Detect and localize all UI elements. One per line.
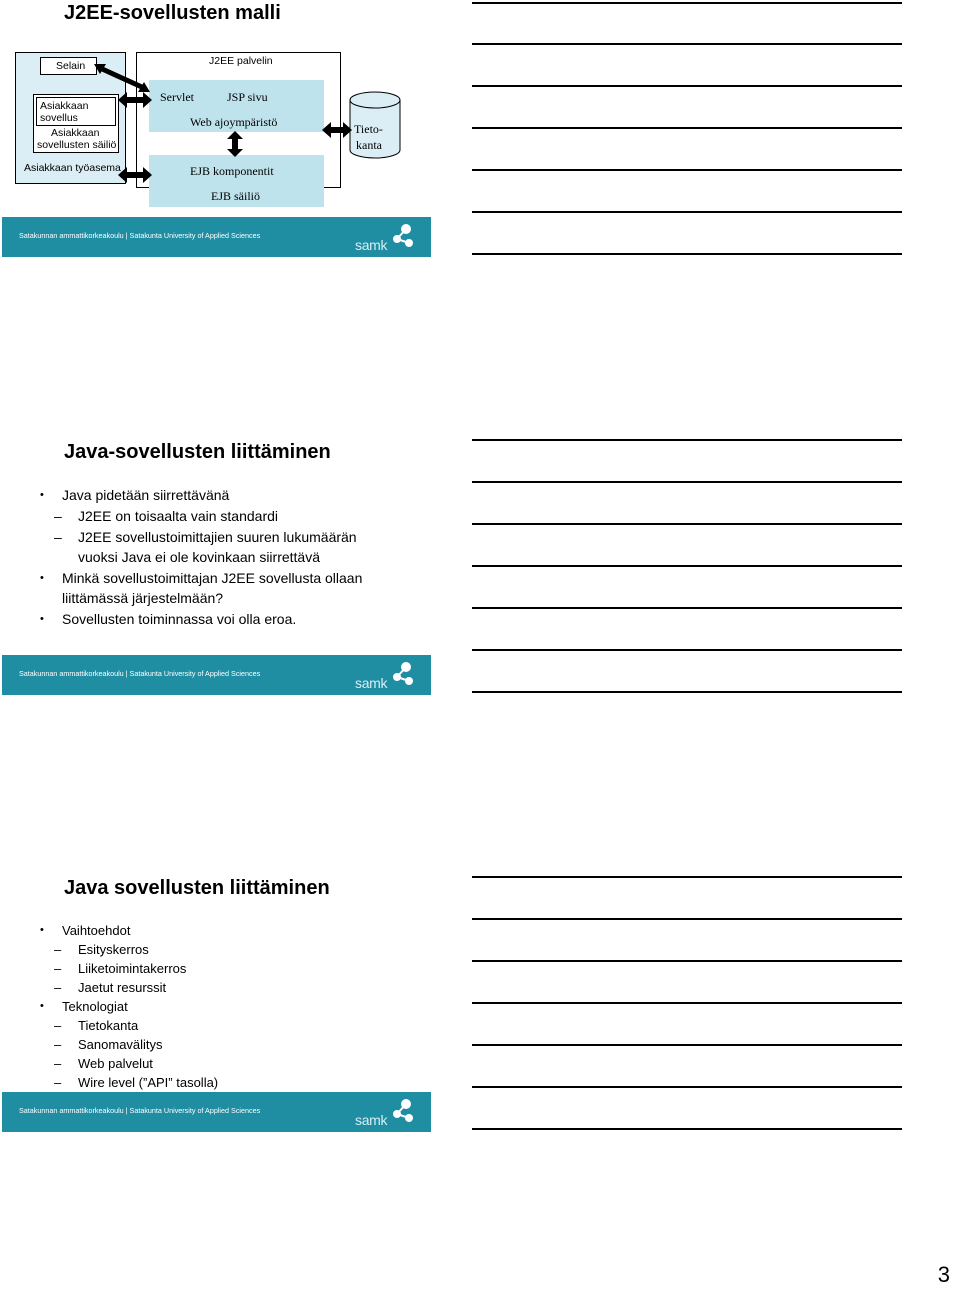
bullet-item: • Minkä sovellustoimittajan J2EE sovellusta ollaan liittämässä järjestelmään?: [40, 568, 400, 608]
bullet-item: • Sovellusten toiminnassa voi olla eroa.: [40, 609, 400, 629]
arrow-client-to-web-icon: [118, 90, 152, 110]
arrow-server-to-db-icon: [322, 120, 352, 140]
bullet-list: [40, 921, 400, 1092]
bullet-subitem: – Sanomavälitys: [40, 1035, 400, 1054]
bullet-subitem: – Jaetut resurssit: [40, 978, 400, 997]
note-line: [472, 253, 902, 255]
bullet-subitem: – Tietokanta: [40, 1016, 400, 1035]
note-line: [472, 691, 902, 693]
samk-logo: [355, 661, 415, 691]
bullet-subitem: – Esityskerros: [40, 940, 400, 959]
footer-text: Satakunnan ammattikorkeakoulu | Satakunta University of Applied Sciences: [19, 669, 261, 678]
client-app-line1: Asiakkaan: [40, 100, 89, 112]
slide-title: Java sovellusten liittäminen: [64, 877, 330, 899]
slide-2: [0, 437, 432, 697]
bullet-subitem: – Web palvelut: [40, 1054, 400, 1073]
slide-footer: [2, 217, 431, 257]
note-line: [472, 607, 902, 609]
jsp-label: JSP sivu: [227, 90, 268, 104]
client-app-line2: sovellus: [40, 112, 78, 124]
samk-logo: [355, 1098, 415, 1128]
slide-footer: [2, 655, 431, 695]
bullet-subitem: – J2EE sovellustoimittajien suuren lukumäärän vuoksi Java ei ole kovinkaan siirrettävä: [40, 527, 400, 567]
client-workstation-label: Asiakkaan työasema: [24, 162, 121, 174]
ejb-container-label: EJB säiliö: [211, 189, 261, 203]
note-line: [472, 43, 902, 45]
note-line: [472, 1044, 902, 1046]
client-app-box: [36, 97, 116, 126]
selain-box: [40, 57, 97, 75]
slide-title: Java-sovellusten liittäminen: [64, 441, 331, 463]
j2ee-server-label: J2EE palvelin: [209, 55, 273, 67]
note-line: [472, 523, 902, 525]
note-line: [472, 2, 902, 4]
samk-logo-icon: [391, 223, 415, 249]
bullet-subitem: – J2EE on toisaalta vain standardi: [40, 506, 400, 526]
slide-footer: [2, 1092, 431, 1132]
bullet-item: • Teknologiat: [40, 997, 400, 1016]
samk-logo-icon: [391, 661, 415, 687]
samk-logo-text: samk: [355, 237, 388, 253]
note-line: [472, 960, 902, 962]
web-container-label: Web ajoympäristö: [190, 115, 278, 129]
note-line: [472, 481, 902, 483]
samk-logo-text: samk: [355, 1112, 388, 1128]
client-container-line1: Asiakkaan: [51, 127, 100, 139]
selain-label: Selain: [56, 60, 86, 72]
note-line: [472, 918, 902, 920]
arrow-web-to-ejb-icon: [225, 131, 245, 157]
note-line: [472, 169, 902, 171]
arrow-client-to-ejb-icon: [118, 165, 152, 185]
footer-text: Satakunnan ammattikorkeakoulu | Satakunta University of Applied Sciences: [19, 1106, 261, 1115]
slide-1: [0, 0, 432, 260]
note-line: [472, 211, 902, 213]
servlet-label: Servlet: [160, 90, 194, 104]
slide-title: J2EE-sovellusten malli: [64, 2, 281, 24]
note-line: [472, 1002, 902, 1004]
slide-3: [0, 874, 432, 1134]
bullet-list: [40, 485, 400, 629]
note-line: [472, 439, 902, 441]
bullet-item: • Java pidetään siirrettävänä: [40, 485, 400, 505]
samk-logo-text: samk: [355, 675, 388, 691]
bullet-subitem: – Wire level (”API” tasolla): [40, 1073, 400, 1092]
note-line: [472, 1086, 902, 1088]
note-line: [472, 649, 902, 651]
page-number: 3: [937, 1262, 950, 1287]
samk-logo-icon: [391, 1098, 415, 1124]
note-line: [472, 85, 902, 87]
note-line: [472, 127, 902, 129]
client-container-line2: sovellusten säiliö: [37, 139, 117, 151]
footer-text: Satakunnan ammattikorkeakoulu | Satakunta University of Applied Sciences: [19, 231, 261, 240]
bullet-item: • Vaihtoehdot: [40, 921, 400, 940]
samk-logo: [355, 223, 415, 253]
database-line2: kanta: [356, 138, 382, 152]
note-line: [472, 876, 902, 878]
note-line: [472, 565, 902, 567]
note-line: [472, 1128, 902, 1130]
bullet-subitem: – Liiketoimintakerros: [40, 959, 400, 978]
database-line1: Tieto-: [354, 122, 383, 136]
ejb-components-label: EJB komponentit: [190, 164, 274, 178]
